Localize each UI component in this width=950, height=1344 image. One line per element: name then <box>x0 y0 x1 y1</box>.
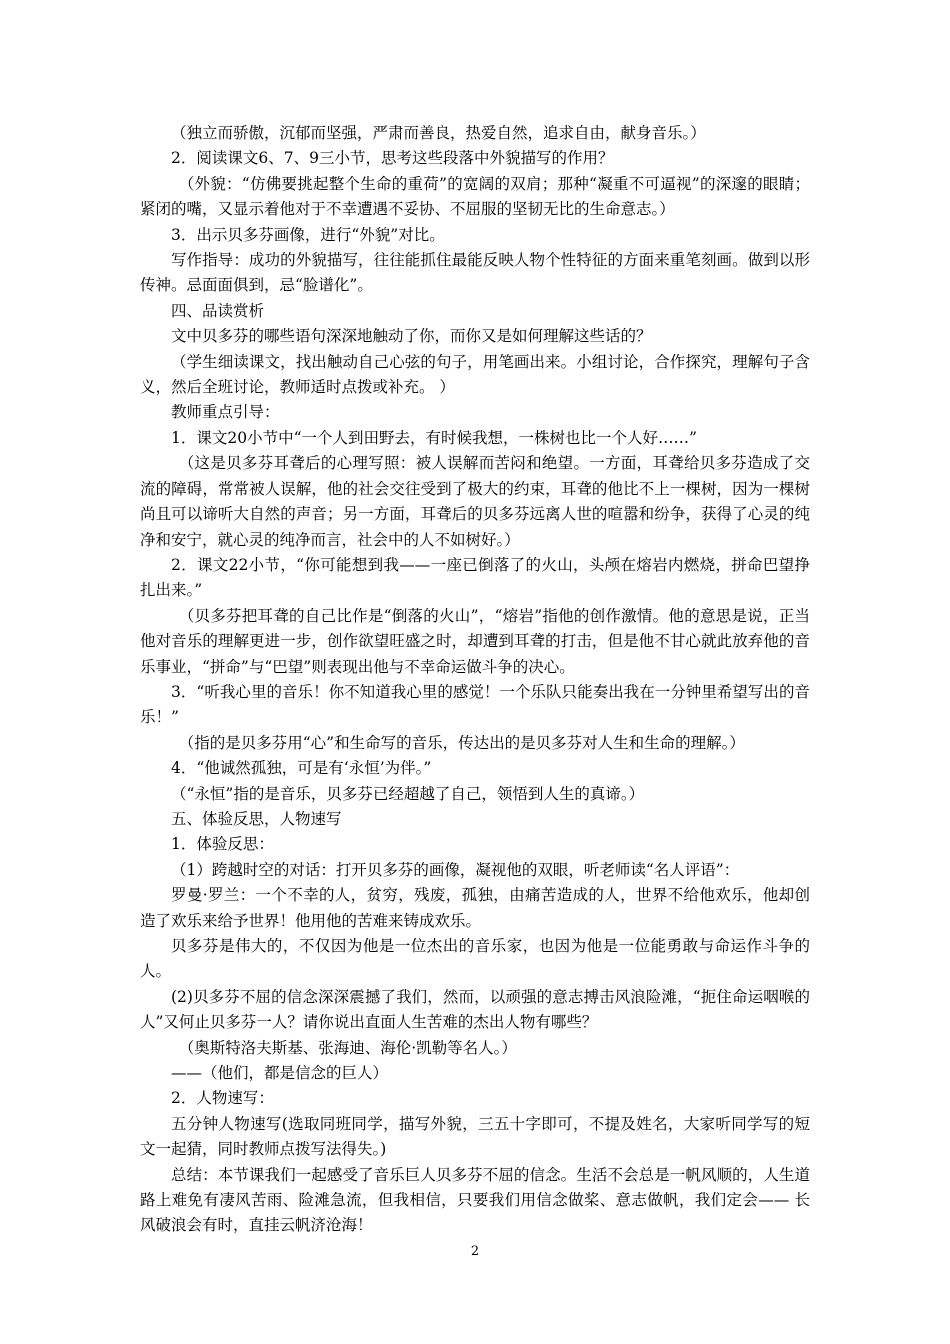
paragraph-teacher-guide: 教师重点引导： <box>171 403 280 422</box>
paragraph-point-3-answer: （指的是贝多芬用“心”和生命写的音乐，传达出的是贝多芬对人生和生命的理解。） <box>178 733 745 752</box>
paragraph-reflection-heading: 1．体验反思： <box>171 835 274 854</box>
paragraph-student-activity: （学生细读课文，找出触动自己心弦的句子，用笔画出来。小组讨论，合作探究，理解句子含义，然后全班讨论，教师适时点拨或补充。 ） <box>140 352 810 397</box>
paragraph-question-figures: (2)贝多芬不屈的信念深深震撼了我们，然而，以顽强的意志搏击风浪险滩，“扼住命运咽喉的人”又何止贝多芬一人？请你说出直面人生苦难的杰出人物有哪些？ <box>140 987 810 1032</box>
paragraph-writing-guidance: 写作指导：成功的外貌描写，往往能抓住最能反映人物个性特征的方面来重笔刻画。做到以形传神。忌面面俱到，忌“脸谱化”。 <box>140 251 810 295</box>
paragraph-dialogue: （1）跨越时空的对话：打开贝多芬的画像，凝视他的双眼，听老师读“名人评语”： <box>171 860 740 879</box>
paragraph-point-4: 4．“他诚然孤独，可是有‘永恒’为伴。” <box>171 759 432 778</box>
paragraph-point-2: 2．课文22小节，“你可能想到我——一座已倒落了的火山，头颅在熔岩内燃烧，拼命巴望挣扎出来。” <box>140 555 810 600</box>
section-heading-4: 四、品读赏析 <box>171 301 265 320</box>
paragraph-figures-answer: （奥斯特洛夫斯基、张海迪、海伦·凯勒等名人。） <box>178 1038 517 1057</box>
paragraph-summary-answer: （独立而骄傲，沉郁而坚强，严肃而善良，热爱自然，追求自由，献身音乐。） <box>171 124 706 142</box>
paragraph-reading-question: 文中贝多芬的哪些语句深深地触动了你，而你又是如何理解这些话的？ <box>171 327 652 346</box>
paragraph-sketch-instructions: 五分钟人物速写(选取同班同学，描写外貌，三五十字即可，不提及姓名，大家听同学写的短文一起猜，同时教师点拨写法得失。) <box>140 1114 810 1159</box>
paragraph-greatness: 贝多芬是伟大的，不仅因为他是一位杰出的音乐家，也因为他是一位能勇敢与命运作斗争的人。 <box>140 937 810 981</box>
paragraph-point-1: 1．课文20小节中“一个人到田野去，有时候我想，一株树也比一个人好……” <box>171 428 697 447</box>
paragraph-appearance-answer: （外貌：“仿佛要挑起整个生命的重荷”的宽阔的双肩；那种“凝重不可逼视”的深邃的眼睛；紧闭的嘴，又显示着他对于不幸遭遇不妥协、不屈服的坚韧无比的生命意志。） <box>140 174 810 219</box>
section-heading-5: 五、体验反思，人物速写 <box>171 809 342 828</box>
paragraph-sketch-heading: 2．人物速写： <box>171 1089 274 1108</box>
paragraph-giants-of-faith: ——（他们，都是信念的巨人） <box>171 1064 389 1083</box>
paragraph-point-4-answer: （“永恒”指的是音乐，贝多芬已经超越了自己，领悟到人生的真谛。） <box>171 784 645 803</box>
paragraph-question-2: 2．阅读课文6、7、9三小节，思考这些段落中外貌描写的作用？ <box>171 149 614 168</box>
paragraph-conclusion: 总结：本节课我们一起感受了音乐巨人贝多芬不屈的信念。生活不会总是一帆风顺的，人生道路上难免有凄风苦雨、险滩急流，但我相信，只要我们用信念做桨、意志做帆，我们定会—— 长风破浪会有时，直挂云帆济沧海！ <box>140 1165 810 1235</box>
paragraph-step-3: 3．出示贝多芬画像，进行“外貌”对比。 <box>171 225 445 244</box>
page-number: 2 <box>470 1244 480 1259</box>
paragraph-romain-rolland-quote: 罗曼·罗兰：一个不幸的人，贫穷，残废，孤独，由痛苦造成的人，世界不给他欢乐，他却创造了欢乐来给予世界！他用他的苦难来铸成欢乐。 <box>140 886 810 930</box>
document-body <box>140 121 810 1239</box>
paragraph-point-1-answer: （这是贝多芬耳聋后的心理写照：被人误解而苦闷和绝望。一方面，耳聋给贝多芬造成了交流的障碍，常常被人误解，他的社会交往受到了极大的约束，耳聋的他比不上一棵树，因为一棵树尚且可以谛听大自然的声音；另一方面，耳聋后的贝多芬远离人世的喧嚣和纷争，获得了心灵的纯净和安宁，就心灵的纯净而言，社会中的人不如树好。） <box>140 454 810 549</box>
paragraph-point-3: 3．“听我心里的音乐！你不知道我心里的感觉！一个乐队只能奏出我在一分钟里希望写出的音乐！” <box>140 682 810 727</box>
paragraph-point-2-answer: （贝多芬把耳聋的自己比作是“倒落的火山”，“熔岩”指他的创作激情。他的意思是说，正当他对音乐的理解更进一步，创作欲望旺盛之时，却遭到耳聋的打击，但是他不甘心就此放弃他的音乐事业，“拼命”与“巴望”则表现出他与不幸命运做斗争的决心。 <box>140 606 810 676</box>
